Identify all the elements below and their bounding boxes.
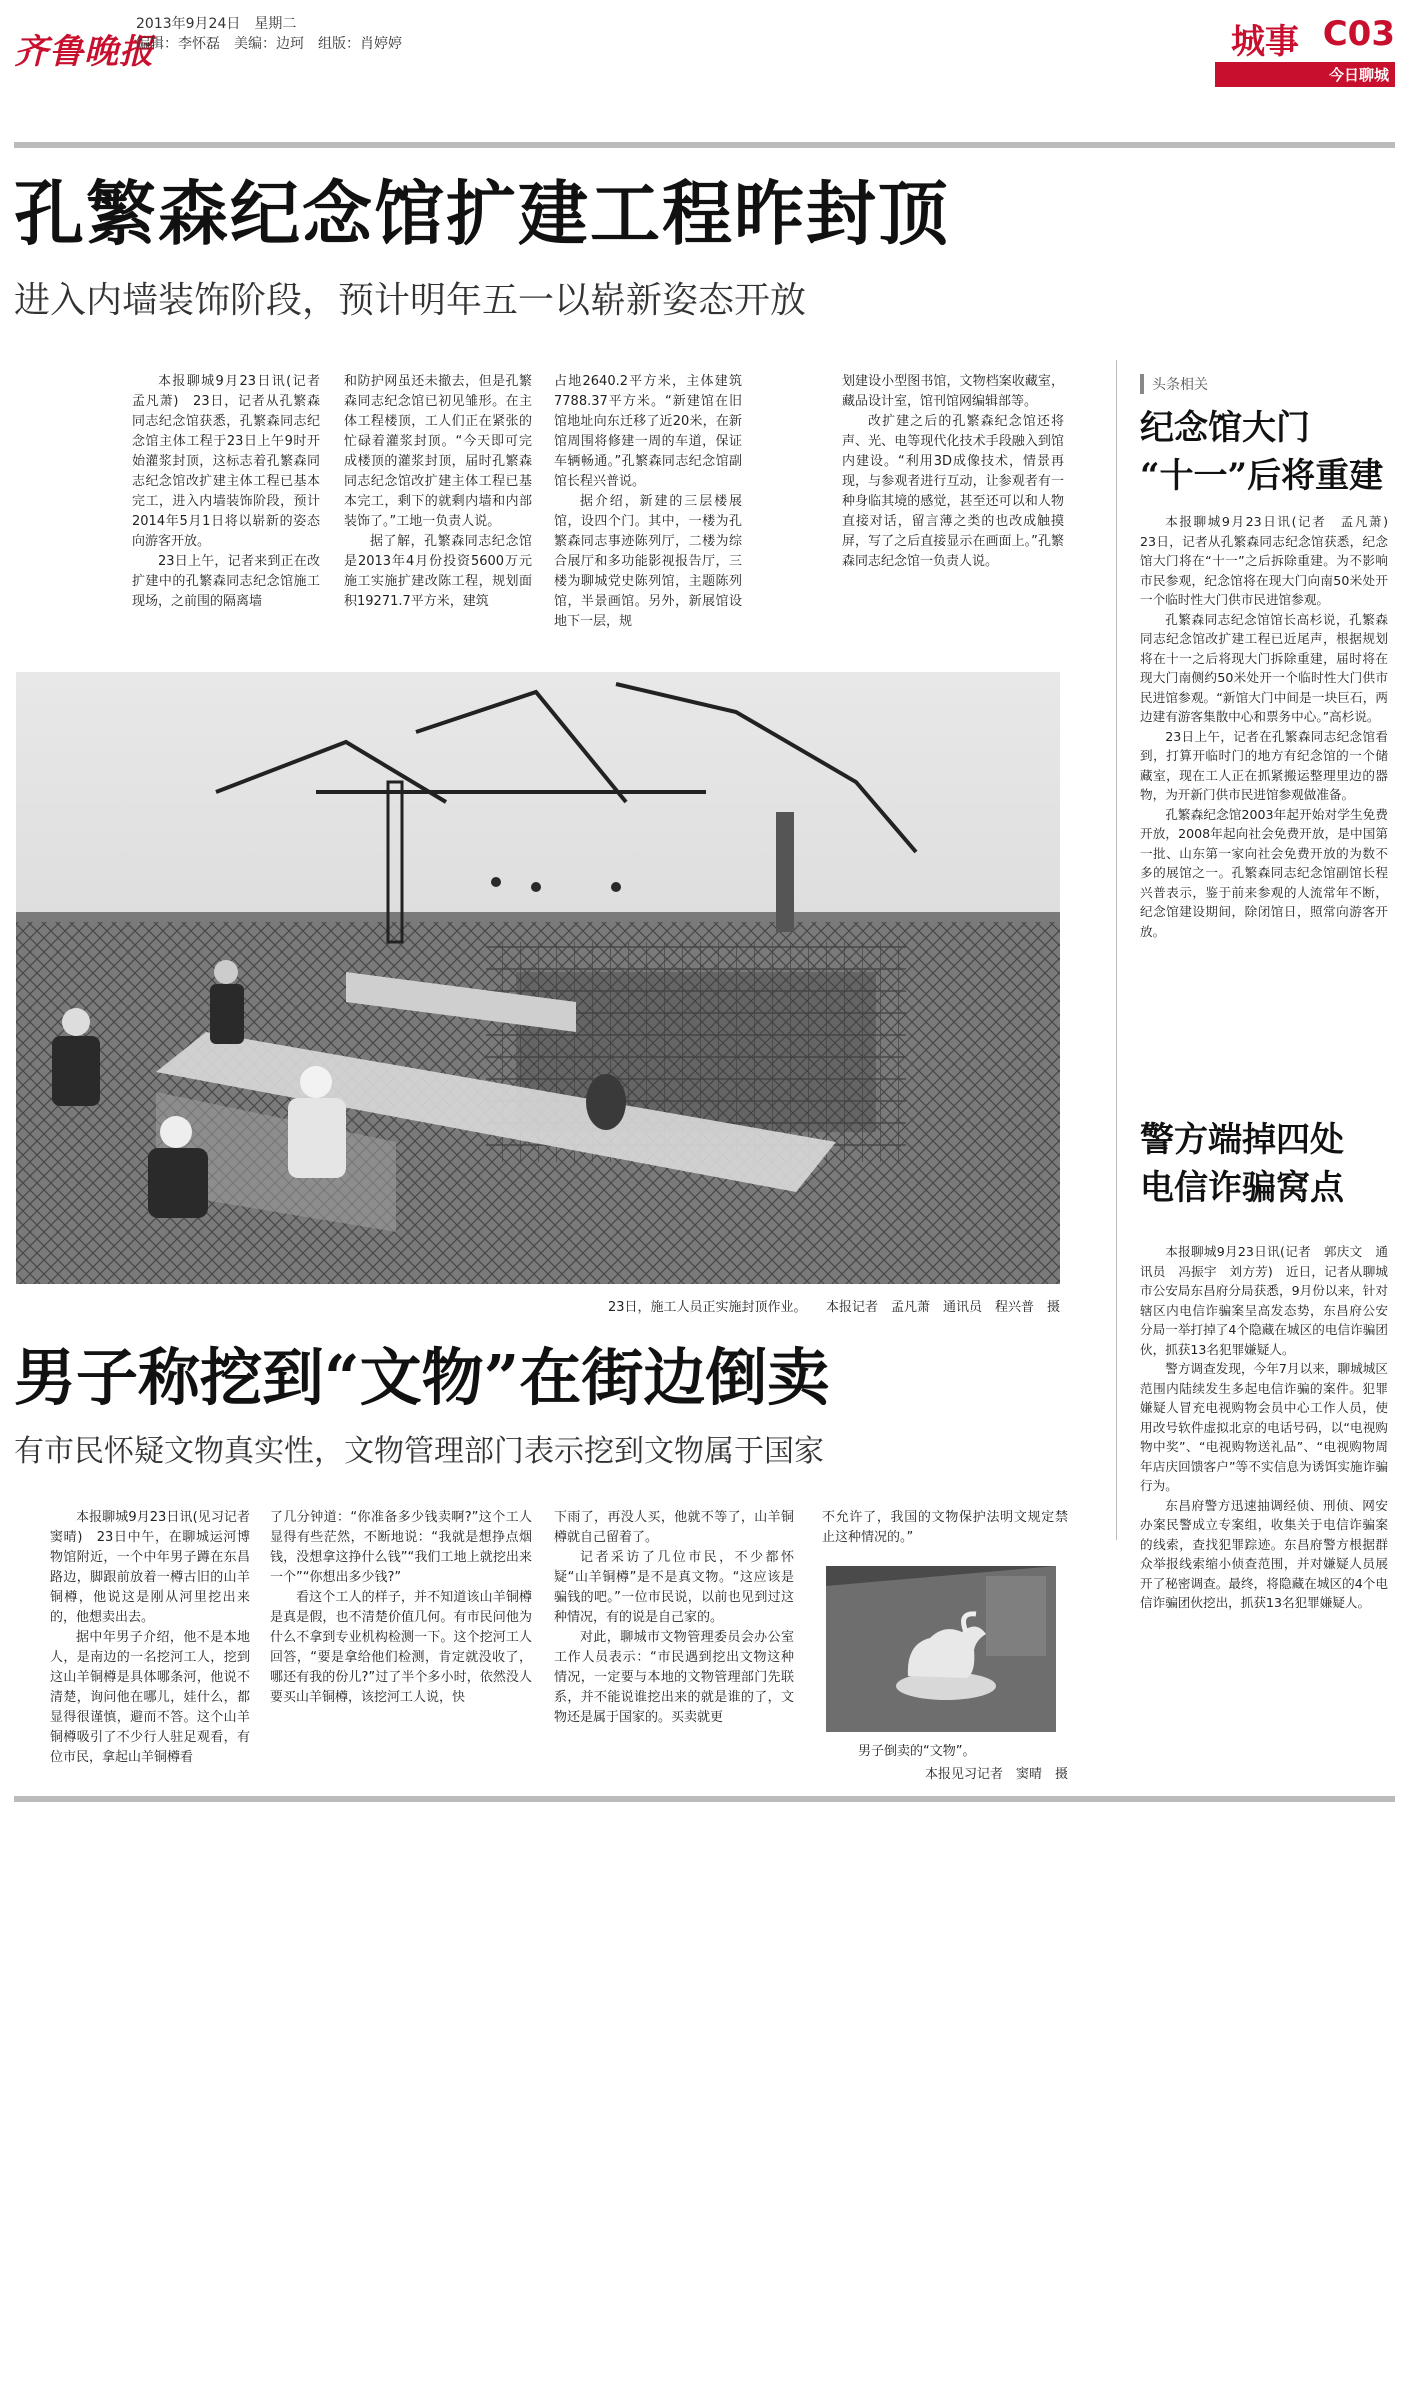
sidebar-story1-title — [1140, 404, 1383, 500]
lead-column-4 — [842, 372, 1064, 572]
artifact-photo-caption — [858, 1740, 1068, 1782]
paragraph: 据了解，孔繁森同志纪念馆是2013年4月份投资5600万元施工实施扩建改陈工程，规划面积19271.7平方米，建筑 — [344, 534, 532, 609]
issue-meta — [136, 14, 402, 54]
paragraph: 据中年男子介绍，他不是本地人，是南边的一名挖河工人，挖到这山羊铜樽是具体哪条河，他说不清楚，询问他在哪儿，娃什么，都显得很谨慎，避而不答。这个山羊铜樽吸引了不少行人驻足观看，有位市民，拿起山羊铜樽看 — [50, 1630, 250, 1765]
sidebar-story2-body — [1140, 1242, 1388, 1613]
lead-column-3 — [554, 372, 742, 632]
paragraph: 对此，聊城市文物管理委员会办公室工作人员表示：“市民遇到挖出文物这种情况，一定要与本地的文物管理部门先联系，并不能说谁挖出来的就是谁的了，文物还是属于国家的。买卖就更 — [554, 1630, 794, 1725]
lead-column-1 — [132, 372, 334, 612]
lead-deck: 进入内墙装饰阶段，预计明年五一以崭新姿态开放 — [14, 280, 807, 321]
caption-credit: 本报见习记者 窦晴 摄 — [924, 1767, 1068, 1782]
paragraph: 23日上午，记者在孔繁森同志纪念馆看到，打算开临时门的地方有纪念馆的一个储藏室，现在工人正在抓紧搬运整理里边的器物，为开新门供市民进馆参观做准备。 — [1140, 728, 1388, 802]
page-number: C03 — [1322, 14, 1395, 54]
paragraph: 和防护网虽还未撤去，但是孔繁森同志纪念馆已初见雏形。在主体工程楼顶，工人们正在紧张的忙碌着灌浆封顶。“今天即可完成楼顶的灌浆封顶，届时孔繁森同志纪念馆改扩建主体工程已基本完工，剩下的就剩内墙和内部装饰了。”工地一负责人说。 — [344, 374, 532, 529]
sidebar-story1-body — [1140, 512, 1401, 941]
artifact-photo — [826, 1566, 1056, 1732]
second-column-1 — [50, 1508, 264, 1768]
goat-statue-illustration — [826, 1566, 1056, 1732]
paragraph: 警方调查发现，今年7月以来，聊城城区范围内陆续发生多起电信诈骗的案件。犯罪嫌疑人冒充电视购物会员中心工作人员，使用改号软件虚拟北京的电话号码，以“电视购物中奖”、“电视购物送礼品”、“电视购物周年店庆回馈客户”等不实信息为诱饵实施诈骗行为。 — [1140, 1361, 1388, 1493]
paragraph: 改扩建之后的孔繁森纪念馆还将声、光、电等现代化技术手段融入到馆内建设。“利用3D成像技术，情景再现，与参观者进行互动，让参观者有一种身临其境的感觉，甚至还可以和人物直接对话，留言薄之类的也改成触摸屏，写了之后直接显示在画面上。”孔繁森同志纪念馆一负责人说。 — [842, 414, 1064, 569]
date-line: 2013年9月24日 星期二 — [136, 16, 297, 32]
title-line: 警方端掉四处 — [1140, 1120, 1344, 1160]
paragraph: 划建设小型图书馆，文物档案收藏室，藏品设计室，馆刊馆网编辑部等。 — [842, 374, 1064, 409]
paragraph: 看这个工人的样子，并不知道该山羊铜樽是真是假，也不清楚价值几何。有市民问他为什么不拿到专业机构检测一下。这个挖河工人回答，“要是拿给他们检测，肯定就没收了，哪还有我的份儿?”过了半个多小时，依然没人要买山羊铜樽，该挖河工人说，快 — [270, 1590, 532, 1705]
construction-photo-caption: 23日，施工人员正实施封顶作业。 本报记者 孟凡萧 通讯员 程兴普 摄 — [607, 1300, 1060, 1315]
lead-column-2 — [344, 372, 532, 612]
second-column-3 — [554, 1508, 794, 1728]
sidebar-story2-title — [1140, 1116, 1344, 1212]
paragraph: 下雨了，再没人买，他就不等了，山羊铜樽就自己留着了。 — [554, 1510, 794, 1545]
editors-line: 编辑：李怀磊 美编：边珂 组版：肖婷婷 — [136, 36, 402, 52]
paragraph: 了几分钟道：“你准备多少钱卖啊?”这个工人显得有些茫然，不断地说：“我就是想挣点烟钱，没想拿这挣什么钱”“我们工地上就挖出来一个”“你想出多少钱?” — [270, 1510, 532, 1585]
paragraph: 记者采访了几位市民，不少都怀疑“山羊铜樽”是不是真文物。“这应该是骗钱的吧。”一位市民说，以前也见到过这种情况，有的说是自己家的。 — [554, 1550, 794, 1625]
top-rule — [14, 142, 1395, 148]
paragraph: 东昌府警方迅速抽调经侦、刑侦、网安办案民警成立专案组，收集关于电信诈骗案的线索，查找犯罪踪迹。东昌府警方根据群众举报线索缩小侦查范围，并对嫌疑人员展开了秘密调查。最终，将隐藏在城区的4个电信诈骗团伙挖出，抓获13名犯罪嫌疑人。 — [1140, 1497, 1388, 1610]
section-title: 城事 — [1231, 22, 1299, 62]
paragraph: 23日上午，记者来到正在改扩建中的孔繁森同志纪念馆施工现场，之前围的隔离墙 — [132, 554, 320, 609]
second-deck: 有市民怀疑文物真实性，文物管理部门表示挖到文物属于国家 — [14, 1434, 824, 1469]
second-headline: 男子称挖到“文物”在街边倒卖 — [14, 1341, 830, 1414]
second-column-4 — [822, 1508, 1068, 1548]
paragraph: 不允许了，我国的文物保护法明文规定禁止这种情况的。” — [822, 1510, 1068, 1545]
paragraph: 本报聊城9月23日讯(记者 孟凡萧) 23日，记者从孔繁森同志纪念馆获悉，孔繁森同志纪念馆主体工程于23日上午9时开始灌浆封顶，这标志着孔繁森同志纪念馆改扩建主体工程已基本完工，进入内墙装饰阶段，预计2014年5月1日将以崭新的姿态向游客开放。 — [132, 374, 334, 549]
paragraph: 据介绍，新建的三层楼展馆，设四个门。其中，一楼为孔繁森同志事迹陈列厅，二楼为综合展厅和多功能影视报告厅，三楼为聊城党史陈列馆，主题陈列馆，半景画馆。另外，新展馆设地下一层，规 — [554, 494, 742, 629]
title-line: 电信诈骗窝点 — [1140, 1168, 1344, 1208]
sidebar-label: 头条相关 — [1140, 374, 1208, 394]
paragraph: 本报聊城9月23日讯(见习记者 窦晴) 23日中午，在聊城运河博物馆附近，一个中年男子蹲在东昌路边，脚跟前放着一樽古旧的山羊铜樽，他说这是刚从河里挖出来的，他想卖出去。 — [50, 1510, 264, 1625]
title-line: 纪念馆大门 — [1140, 408, 1310, 448]
paragraph: 本报聊城9月23日讯(记者 郭庆文 通讯员 冯振宇 刘方芳) 近日，记者从聊城市公安局东昌府分局获悉，9月份以来，针对辖区内电信诈骗案呈高发态势，东昌府公安分局一举打掉了4个隐藏在城区的电信诈骗团伙，抓获13名犯罪嫌疑人。 — [1140, 1244, 1388, 1357]
newspaper-logo: 齐鲁晚报 — [14, 32, 154, 72]
subsection-banner: 今日聊城 — [1215, 62, 1395, 87]
paragraph: 孔繁森纪念馆2003年起开始对学生免费开放，2008年起向社会免费开放，是中国第一批、山东第一家向社会免费开放的为数不多的展馆之一。孔繁森同志纪念馆副馆长程兴普表示，鉴于前来参观的人流常年不断，纪念馆建设期间，除闭馆日，照常向游客开放。 — [1140, 806, 1388, 939]
paragraph: 占地2640.2平方米，主体建筑7788.37平方米。“新建馆在旧馆地址向东迁移了近20米，在新馆周围将修建一周的车道，保证车辆畅通。”孔繁森同志纪念馆副馆长程兴普说。 — [554, 374, 742, 489]
paragraph: 孔繁森同志纪念馆馆长高杉说，孔繁森同志纪念馆改扩建工程已近尾声，根据规划将在十一之后将现大门拆除重建，届时将在现大门南侧约50米处开一个临时性大门供市民进馆参观。“新馆大门中间是一块巨石，两边建有游客集散中心和票务中心。”高杉说。 — [1140, 611, 1388, 724]
title-line: “十一”后将重建 — [1140, 456, 1384, 496]
paragraph: 本报聊城9月23日讯(记者 孟凡萧) 23日，记者从孔繁森同志纪念馆获悉，纪念馆大门将在“十一”之后拆除重建。为不影响市民参观，纪念馆将在现大门向南50米处开一个临时性大门供市民进馆参观。 — [1140, 514, 1401, 607]
column-divider — [1116, 360, 1117, 1540]
second-column-2 — [270, 1508, 532, 1708]
bottom-rule — [14, 1796, 1395, 1802]
caption-line: 男子倒卖的“文物”。 — [858, 1744, 976, 1759]
construction-photo-illustration — [16, 672, 1060, 1284]
lead-headline: 孔繁森纪念馆扩建工程昨封顶 — [14, 172, 950, 255]
construction-site-photo — [16, 672, 1060, 1284]
